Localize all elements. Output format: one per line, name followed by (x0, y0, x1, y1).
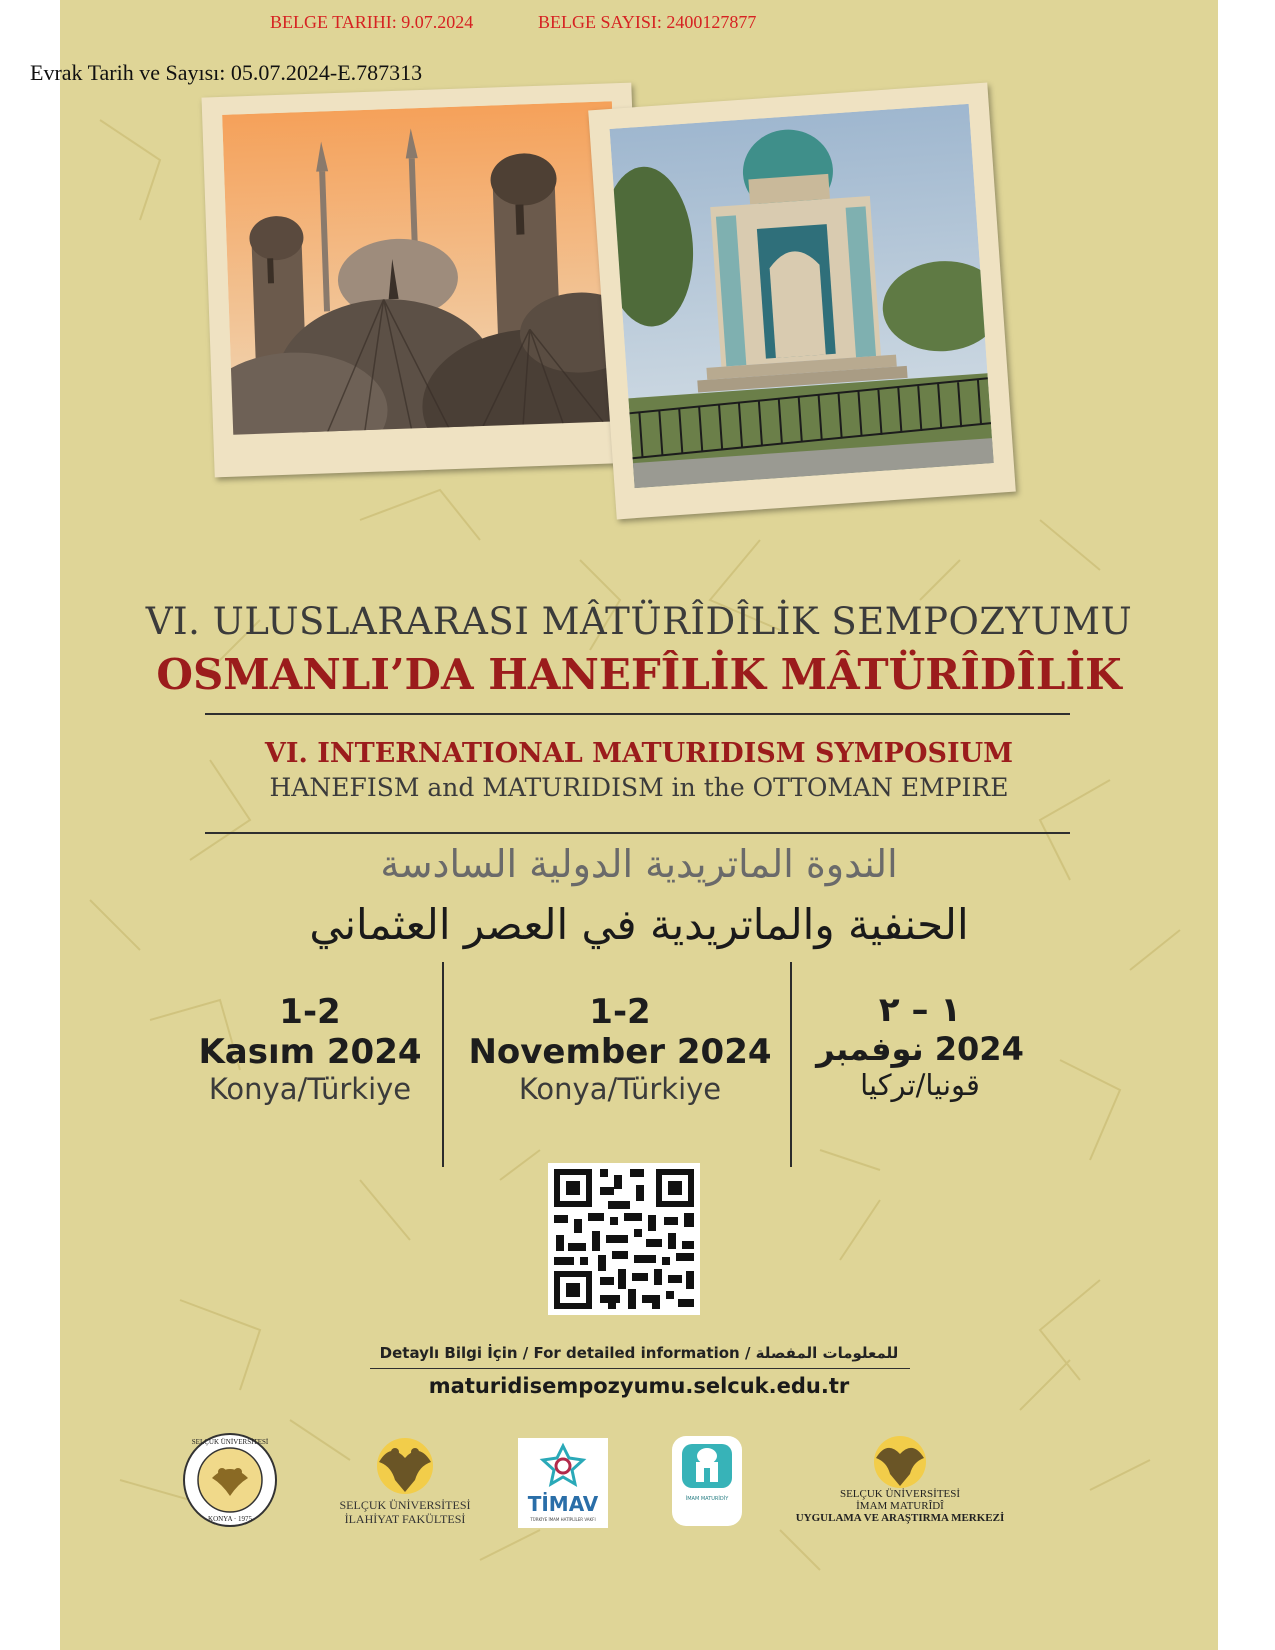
date-month-year: Kasım 2024 (198, 1032, 422, 1072)
ilahiyat-line2: İLAHİYAT FAKÜLTESİ (344, 1512, 466, 1526)
ottoman-domes-image (222, 101, 623, 434)
selcuk-university-seal-logo (182, 1432, 278, 1528)
photo-maturidi-mausoleum (588, 83, 1016, 520)
mausoleum-image (610, 104, 994, 488)
date-turkish (190, 992, 430, 1106)
belge-sayisi: BELGE SAYISI: 2400127877 (538, 12, 757, 32)
qr-code[interactable] (548, 1163, 700, 1315)
mausoleum-icon (672, 1436, 742, 1494)
title-arabic-2: الحنفية والماتريدية في العصر العثماني (309, 900, 969, 949)
divider-line-1 (205, 713, 1070, 715)
title-arabic-1: الندوة الماتريدية الدولية السادسة (380, 842, 898, 886)
date-days: 1-2 (589, 992, 651, 1032)
timav-subtext: TÜRKİYE İMAM HATİPLİLER VAKFI (530, 1517, 596, 1522)
title-turkish-2: OSMANLI’DA HANEFÎLİK MÂTÜRÎDÎLİK (156, 650, 1122, 699)
double-headed-eagle-icon (315, 1432, 495, 1496)
date-place: Konya/Türkiye (518, 1072, 722, 1106)
timav-text: TİMAV (527, 1492, 599, 1516)
title-english-2: HANEFISM and MATURIDISM in the OTTOMAN EMPIRE (269, 773, 1009, 802)
imam-maturidi-logo (672, 1436, 742, 1526)
date-divider-2 (790, 962, 792, 1167)
info-url[interactable]: maturidisempozyumu.selcuk.edu.tr (428, 1374, 850, 1398)
date-arabic (805, 990, 1035, 1102)
title-turkish-1: VI. ULUSLARARASI MÂTÜRÎDÎLİK SEMPOZYUMU (145, 600, 1133, 643)
double-headed-eagle-icon (790, 1432, 1010, 1488)
date-month-year: 2024 نوفمبر (816, 1030, 1024, 1068)
divider-line-2 (205, 832, 1070, 834)
merkez-line2: İMAM MATURÎDÎ (856, 1500, 944, 1512)
date-days: 1-2 (279, 992, 341, 1032)
date-days: ١ – ٢ (878, 990, 962, 1030)
photo-ottoman-domes (202, 83, 645, 478)
imam-maturidi-text: İMAM MATURİDİY (685, 1496, 729, 1502)
date-place: قونيا/تركيا (860, 1068, 980, 1102)
imam-maturidi-research-center-logo (790, 1432, 1010, 1532)
date-english (455, 992, 785, 1106)
title-english-1: VI. INTERNATIONAL MATURIDISM SYMPOSIUM (264, 738, 1014, 769)
ilahiyat-faculty-logo (315, 1432, 495, 1532)
poster (60, 0, 1218, 1650)
timav-logo (518, 1438, 608, 1528)
evrak-tarih-sayisi: Evrak Tarih ve Sayısı: 05.07.2024-E.787313 (30, 60, 423, 85)
seal-text-bottom: KONYA · 1975 (208, 1515, 252, 1523)
merkez-line3: UYGULAMA VE ARAŞTIRMA MERKEZİ (795, 1512, 1005, 1524)
date-place: Konya/Türkiye (208, 1072, 412, 1106)
date-month-year: November 2024 (468, 1032, 772, 1072)
timav-star-icon (518, 1438, 608, 1498)
seal-text-top: SELÇUK ÜNİVERSİTESİ (191, 1438, 269, 1446)
ilahiyat-line1: SELÇUK ÜNİVERSİTESİ (339, 1498, 471, 1512)
merkez-line1: SELÇUK ÜNİVERSİTESİ (839, 1488, 961, 1500)
info-underline (370, 1368, 910, 1369)
info-label: Detaylı Bilgi İçin / For detailed information / للمعلومات المفصلة (379, 1344, 899, 1362)
belge-tarihi: BELGE TARIHI: 9.07.2024 (270, 12, 474, 32)
date-divider-1 (442, 962, 444, 1167)
